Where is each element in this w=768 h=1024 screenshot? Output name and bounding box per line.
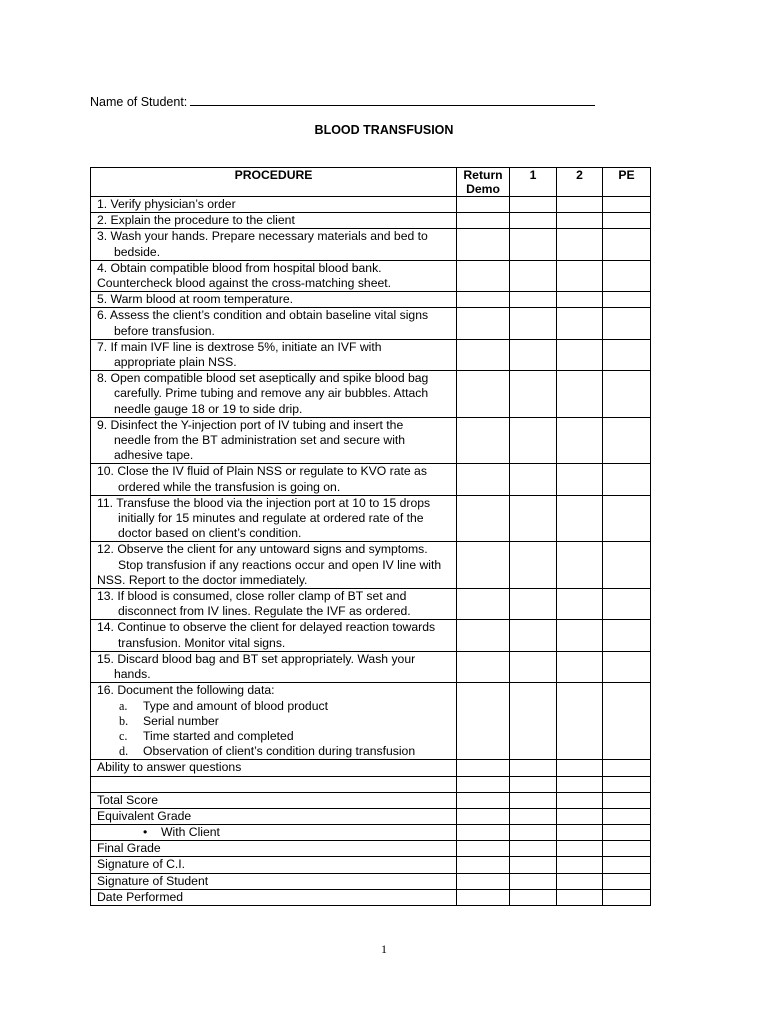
score-cell[interactable] bbox=[603, 683, 651, 760]
score-cell[interactable] bbox=[557, 683, 603, 760]
table-header-row bbox=[91, 168, 651, 197]
step-9-line-3: adhesive tape. bbox=[114, 448, 194, 463]
score-cell[interactable] bbox=[510, 213, 557, 229]
score-cell[interactable] bbox=[457, 824, 510, 840]
score-cell[interactable] bbox=[603, 776, 651, 792]
step-4-line-2: Countercheck blood against the cross-matching sheet. bbox=[97, 276, 392, 291]
score-cell[interactable] bbox=[510, 339, 557, 370]
score-cell[interactable] bbox=[557, 292, 603, 308]
score-cell[interactable] bbox=[557, 308, 603, 339]
header-col-1: 1 bbox=[510, 168, 557, 197]
score-cell[interactable] bbox=[510, 776, 557, 792]
table-row bbox=[91, 260, 651, 291]
score-cell[interactable] bbox=[457, 292, 510, 308]
step-13-line-2: disconnect from IV lines. Regulate the IVF as ordered. bbox=[118, 604, 411, 619]
score-cell[interactable] bbox=[510, 620, 557, 651]
total-score-label: Total Score bbox=[91, 792, 457, 808]
final-grade-label: Final Grade bbox=[91, 841, 457, 857]
score-cell[interactable] bbox=[557, 589, 603, 620]
with-client-item bbox=[97, 825, 456, 840]
score-cell[interactable] bbox=[510, 792, 557, 808]
score-cell[interactable] bbox=[557, 841, 603, 857]
procedure-checklist-table bbox=[90, 167, 651, 906]
step-8-line-2: carefully. Prime tubing and remove any air bubbles. Attach bbox=[114, 386, 429, 401]
step-16 bbox=[91, 683, 457, 760]
step-4-line-1: 4. Obtain compatible blood from hospital blood bank. bbox=[97, 260, 382, 275]
with-client-cell bbox=[91, 824, 457, 840]
score-cell[interactable] bbox=[557, 873, 603, 889]
header-procedure: PROCEDURE bbox=[91, 168, 457, 197]
student-name-line bbox=[90, 92, 595, 109]
score-cell[interactable] bbox=[457, 229, 510, 260]
step-16-line-1: 16. Document the following data: bbox=[97, 683, 275, 698]
score-cell[interactable] bbox=[457, 792, 510, 808]
score-cell[interactable] bbox=[510, 229, 557, 260]
table-row bbox=[91, 542, 651, 589]
score-cell[interactable] bbox=[557, 824, 603, 840]
score-cell[interactable] bbox=[457, 589, 510, 620]
step-8-line-3: needle gauge 18 or 19 to side drip. bbox=[114, 401, 303, 416]
score-cell[interactable] bbox=[457, 260, 510, 291]
table-row bbox=[91, 417, 651, 464]
table-row bbox=[91, 308, 651, 339]
empty-cell bbox=[91, 776, 457, 792]
score-cell[interactable] bbox=[603, 213, 651, 229]
score-cell[interactable] bbox=[510, 857, 557, 873]
step-16-item-c bbox=[97, 729, 456, 744]
student-name-label: Name of Student: bbox=[90, 95, 188, 109]
score-cell[interactable] bbox=[603, 841, 651, 857]
score-cell[interactable] bbox=[457, 417, 510, 464]
score-cell[interactable] bbox=[510, 495, 557, 542]
score-cell[interactable] bbox=[557, 792, 603, 808]
header-col-pe: PE bbox=[603, 168, 651, 197]
score-cell[interactable] bbox=[603, 464, 651, 495]
table-row bbox=[91, 808, 651, 824]
step-7 bbox=[91, 339, 457, 370]
score-cell[interactable] bbox=[510, 889, 557, 905]
table-row bbox=[91, 292, 651, 308]
score-cell[interactable] bbox=[510, 683, 557, 760]
score-cell[interactable] bbox=[557, 464, 603, 495]
step-9-line-1: 9. Disinfect the Y-injection port of IV tubing and insert the bbox=[97, 417, 404, 432]
table-row bbox=[91, 495, 651, 542]
ability-label: Ability to answer questions bbox=[91, 760, 457, 776]
list-letter: c. bbox=[119, 728, 128, 743]
step-15-line-1: 15. Discard blood bag and BT set appropriately. Wash your bbox=[97, 651, 416, 666]
signature-ci-label: Signature of C.I. bbox=[91, 857, 457, 873]
score-cell[interactable] bbox=[457, 873, 510, 889]
list-item-text: Serial number bbox=[143, 713, 219, 728]
score-cell[interactable] bbox=[510, 464, 557, 495]
score-cell[interactable] bbox=[557, 808, 603, 824]
score-cell[interactable] bbox=[603, 260, 651, 291]
score-cell[interactable] bbox=[510, 873, 557, 889]
score-cell[interactable] bbox=[557, 776, 603, 792]
step-8-line-1: 8. Open compatible blood set aseptically and spike blood bag bbox=[97, 371, 429, 386]
step-12-line-1: 12. Observe the client for any untoward signs and symptoms. bbox=[97, 542, 428, 557]
score-cell[interactable] bbox=[603, 760, 651, 776]
score-cell[interactable] bbox=[457, 620, 510, 651]
score-cell[interactable] bbox=[557, 857, 603, 873]
step-4 bbox=[91, 260, 457, 291]
score-cell[interactable] bbox=[457, 760, 510, 776]
step-6 bbox=[91, 308, 457, 339]
score-cell[interactable] bbox=[603, 542, 651, 589]
score-cell[interactable] bbox=[510, 417, 557, 464]
table-row bbox=[91, 824, 651, 840]
score-cell[interactable] bbox=[603, 308, 651, 339]
table-row bbox=[91, 683, 651, 760]
score-cell[interactable] bbox=[557, 371, 603, 418]
step-12-line-2: Stop transfusion if any reactions occur and open IV line with bbox=[118, 557, 442, 572]
score-cell[interactable] bbox=[457, 371, 510, 418]
step-12 bbox=[91, 542, 457, 589]
list-letter: b. bbox=[119, 713, 129, 728]
step-10-line-1: 10. Close the IV fluid of Plain NSS or regulate to KVO rate as bbox=[97, 464, 427, 479]
step-11-line-3: doctor based on client’s condition. bbox=[118, 526, 302, 541]
score-cell[interactable] bbox=[603, 808, 651, 824]
score-cell[interactable] bbox=[510, 808, 557, 824]
score-cell[interactable] bbox=[603, 292, 651, 308]
score-cell[interactable] bbox=[510, 371, 557, 418]
step-11 bbox=[91, 495, 457, 542]
step-16-item-a bbox=[97, 699, 456, 714]
score-cell[interactable] bbox=[557, 542, 603, 589]
step-14-line-1: 14. Continue to observe the client for delayed reaction towards bbox=[97, 620, 436, 635]
step-10-line-2: ordered while the transfusion is going on. bbox=[118, 479, 341, 494]
step-6-line-1: 6. Assess the client’s condition and obtain baseline vital signs bbox=[97, 308, 429, 323]
table-row bbox=[91, 792, 651, 808]
step-15 bbox=[91, 651, 457, 682]
score-cell[interactable] bbox=[603, 873, 651, 889]
score-cell[interactable] bbox=[457, 651, 510, 682]
score-cell[interactable] bbox=[557, 260, 603, 291]
score-cell[interactable] bbox=[603, 792, 651, 808]
date-performed-label: Date Performed bbox=[91, 889, 457, 905]
score-cell[interactable] bbox=[603, 495, 651, 542]
table-row-empty bbox=[91, 776, 651, 792]
score-cell[interactable] bbox=[603, 651, 651, 682]
with-client-label: With Client bbox=[161, 824, 220, 839]
score-cell[interactable] bbox=[510, 308, 557, 339]
step-14 bbox=[91, 620, 457, 651]
score-cell[interactable] bbox=[603, 889, 651, 905]
step-14-line-2: transfusion. Monitor vital signs. bbox=[118, 635, 286, 650]
step-9-line-2: needle from the BT administration set and secure with bbox=[114, 433, 406, 448]
step-5: 5. Warm blood at room temperature. bbox=[91, 292, 457, 308]
table-row bbox=[91, 857, 651, 873]
score-cell[interactable] bbox=[557, 229, 603, 260]
score-cell[interactable] bbox=[603, 371, 651, 418]
page-number: 1 bbox=[381, 942, 387, 956]
score-cell[interactable] bbox=[603, 620, 651, 651]
score-cell[interactable] bbox=[603, 229, 651, 260]
header-col-2: 2 bbox=[557, 168, 603, 197]
table-row bbox=[91, 841, 651, 857]
score-cell[interactable] bbox=[510, 824, 557, 840]
equivalent-grade-label: Equivalent Grade bbox=[91, 808, 457, 824]
score-cell[interactable] bbox=[457, 197, 510, 213]
table-row bbox=[91, 229, 651, 260]
score-cell[interactable] bbox=[557, 197, 603, 213]
signature-student-label: Signature of Student bbox=[91, 873, 457, 889]
score-cell[interactable] bbox=[510, 760, 557, 776]
table-row bbox=[91, 889, 651, 905]
score-cell[interactable] bbox=[557, 417, 603, 464]
bullet-icon: • bbox=[143, 824, 148, 839]
table-row bbox=[91, 873, 651, 889]
score-cell[interactable] bbox=[457, 889, 510, 905]
step-12-line-3: NSS. Report to the doctor immediately. bbox=[97, 572, 308, 587]
score-cell[interactable] bbox=[557, 651, 603, 682]
step-7-line-2: appropriate plain NSS. bbox=[114, 355, 237, 370]
table-row bbox=[91, 464, 651, 495]
table-row bbox=[91, 339, 651, 370]
student-name-blank[interactable] bbox=[190, 92, 595, 106]
score-cell[interactable] bbox=[457, 776, 510, 792]
step-3-line-1: 3. Wash your hands. Prepare necessary materials and bed to bbox=[97, 229, 428, 244]
score-cell[interactable] bbox=[457, 808, 510, 824]
score-cell[interactable] bbox=[457, 339, 510, 370]
score-cell[interactable] bbox=[457, 495, 510, 542]
score-cell[interactable] bbox=[603, 824, 651, 840]
table-row bbox=[91, 589, 651, 620]
step-9 bbox=[91, 417, 457, 464]
table-row bbox=[91, 197, 651, 213]
score-cell[interactable] bbox=[457, 857, 510, 873]
score-cell[interactable] bbox=[557, 620, 603, 651]
score-cell[interactable] bbox=[457, 542, 510, 589]
score-cell[interactable] bbox=[603, 339, 651, 370]
score-cell[interactable] bbox=[603, 417, 651, 464]
score-cell[interactable] bbox=[557, 213, 603, 229]
list-letter: d. bbox=[119, 744, 129, 759]
list-item-text: Time started and completed bbox=[143, 728, 294, 743]
score-cell[interactable] bbox=[603, 589, 651, 620]
score-cell[interactable] bbox=[557, 495, 603, 542]
score-cell[interactable] bbox=[457, 213, 510, 229]
score-cell[interactable] bbox=[510, 841, 557, 857]
score-cell[interactable] bbox=[510, 651, 557, 682]
table-row bbox=[91, 213, 651, 229]
score-cell[interactable] bbox=[457, 308, 510, 339]
page-title: BLOOD TRANSFUSION bbox=[314, 123, 454, 137]
step-7-line-1: 7. If main IVF line is dextrose 5%, initiate an IVF with bbox=[97, 339, 382, 354]
step-11-line-1: 11. Transfuse the blood via the injection port at 10 to 15 drops bbox=[97, 495, 431, 510]
step-13 bbox=[91, 589, 457, 620]
score-cell[interactable] bbox=[557, 760, 603, 776]
score-cell[interactable] bbox=[510, 292, 557, 308]
step-15-line-2: hands. bbox=[114, 667, 151, 682]
header-return-demo-line1: Return bbox=[463, 168, 503, 182]
table-row bbox=[91, 371, 651, 418]
step-3 bbox=[91, 229, 457, 260]
score-cell[interactable] bbox=[510, 542, 557, 589]
table-row bbox=[91, 651, 651, 682]
step-16-item-b bbox=[97, 714, 456, 729]
step-6-line-2: before transfusion. bbox=[114, 323, 215, 338]
step-13-line-1: 13. If blood is consumed, close roller clamp of BT set and bbox=[97, 589, 407, 604]
step-3-line-2: bedside. bbox=[114, 244, 161, 259]
score-cell[interactable] bbox=[510, 197, 557, 213]
list-item-text: Type and amount of blood product bbox=[143, 698, 328, 713]
list-letter: a. bbox=[119, 698, 128, 713]
table-row bbox=[91, 620, 651, 651]
step-2: 2. Explain the procedure to the client bbox=[91, 213, 457, 229]
score-cell[interactable] bbox=[510, 260, 557, 291]
step-11-line-2: initially for 15 minutes and regulate at ordered rate of the bbox=[118, 511, 424, 526]
score-cell[interactable] bbox=[603, 197, 651, 213]
header-return-demo-line2: Demo bbox=[466, 182, 500, 196]
score-cell[interactable] bbox=[603, 857, 651, 873]
step-8 bbox=[91, 371, 457, 418]
score-cell[interactable] bbox=[510, 589, 557, 620]
score-cell[interactable] bbox=[457, 841, 510, 857]
score-cell[interactable] bbox=[557, 889, 603, 905]
score-cell[interactable] bbox=[457, 464, 510, 495]
list-item-text: Observation of client’s condition during transfusion bbox=[143, 744, 416, 759]
score-cell[interactable] bbox=[557, 339, 603, 370]
step-1: 1. Verify physician’s order bbox=[91, 197, 457, 213]
step-16-item-d bbox=[97, 744, 456, 759]
score-cell[interactable] bbox=[457, 683, 510, 760]
step-10 bbox=[91, 464, 457, 495]
header-return-demo bbox=[457, 168, 510, 197]
table-row bbox=[91, 760, 651, 776]
